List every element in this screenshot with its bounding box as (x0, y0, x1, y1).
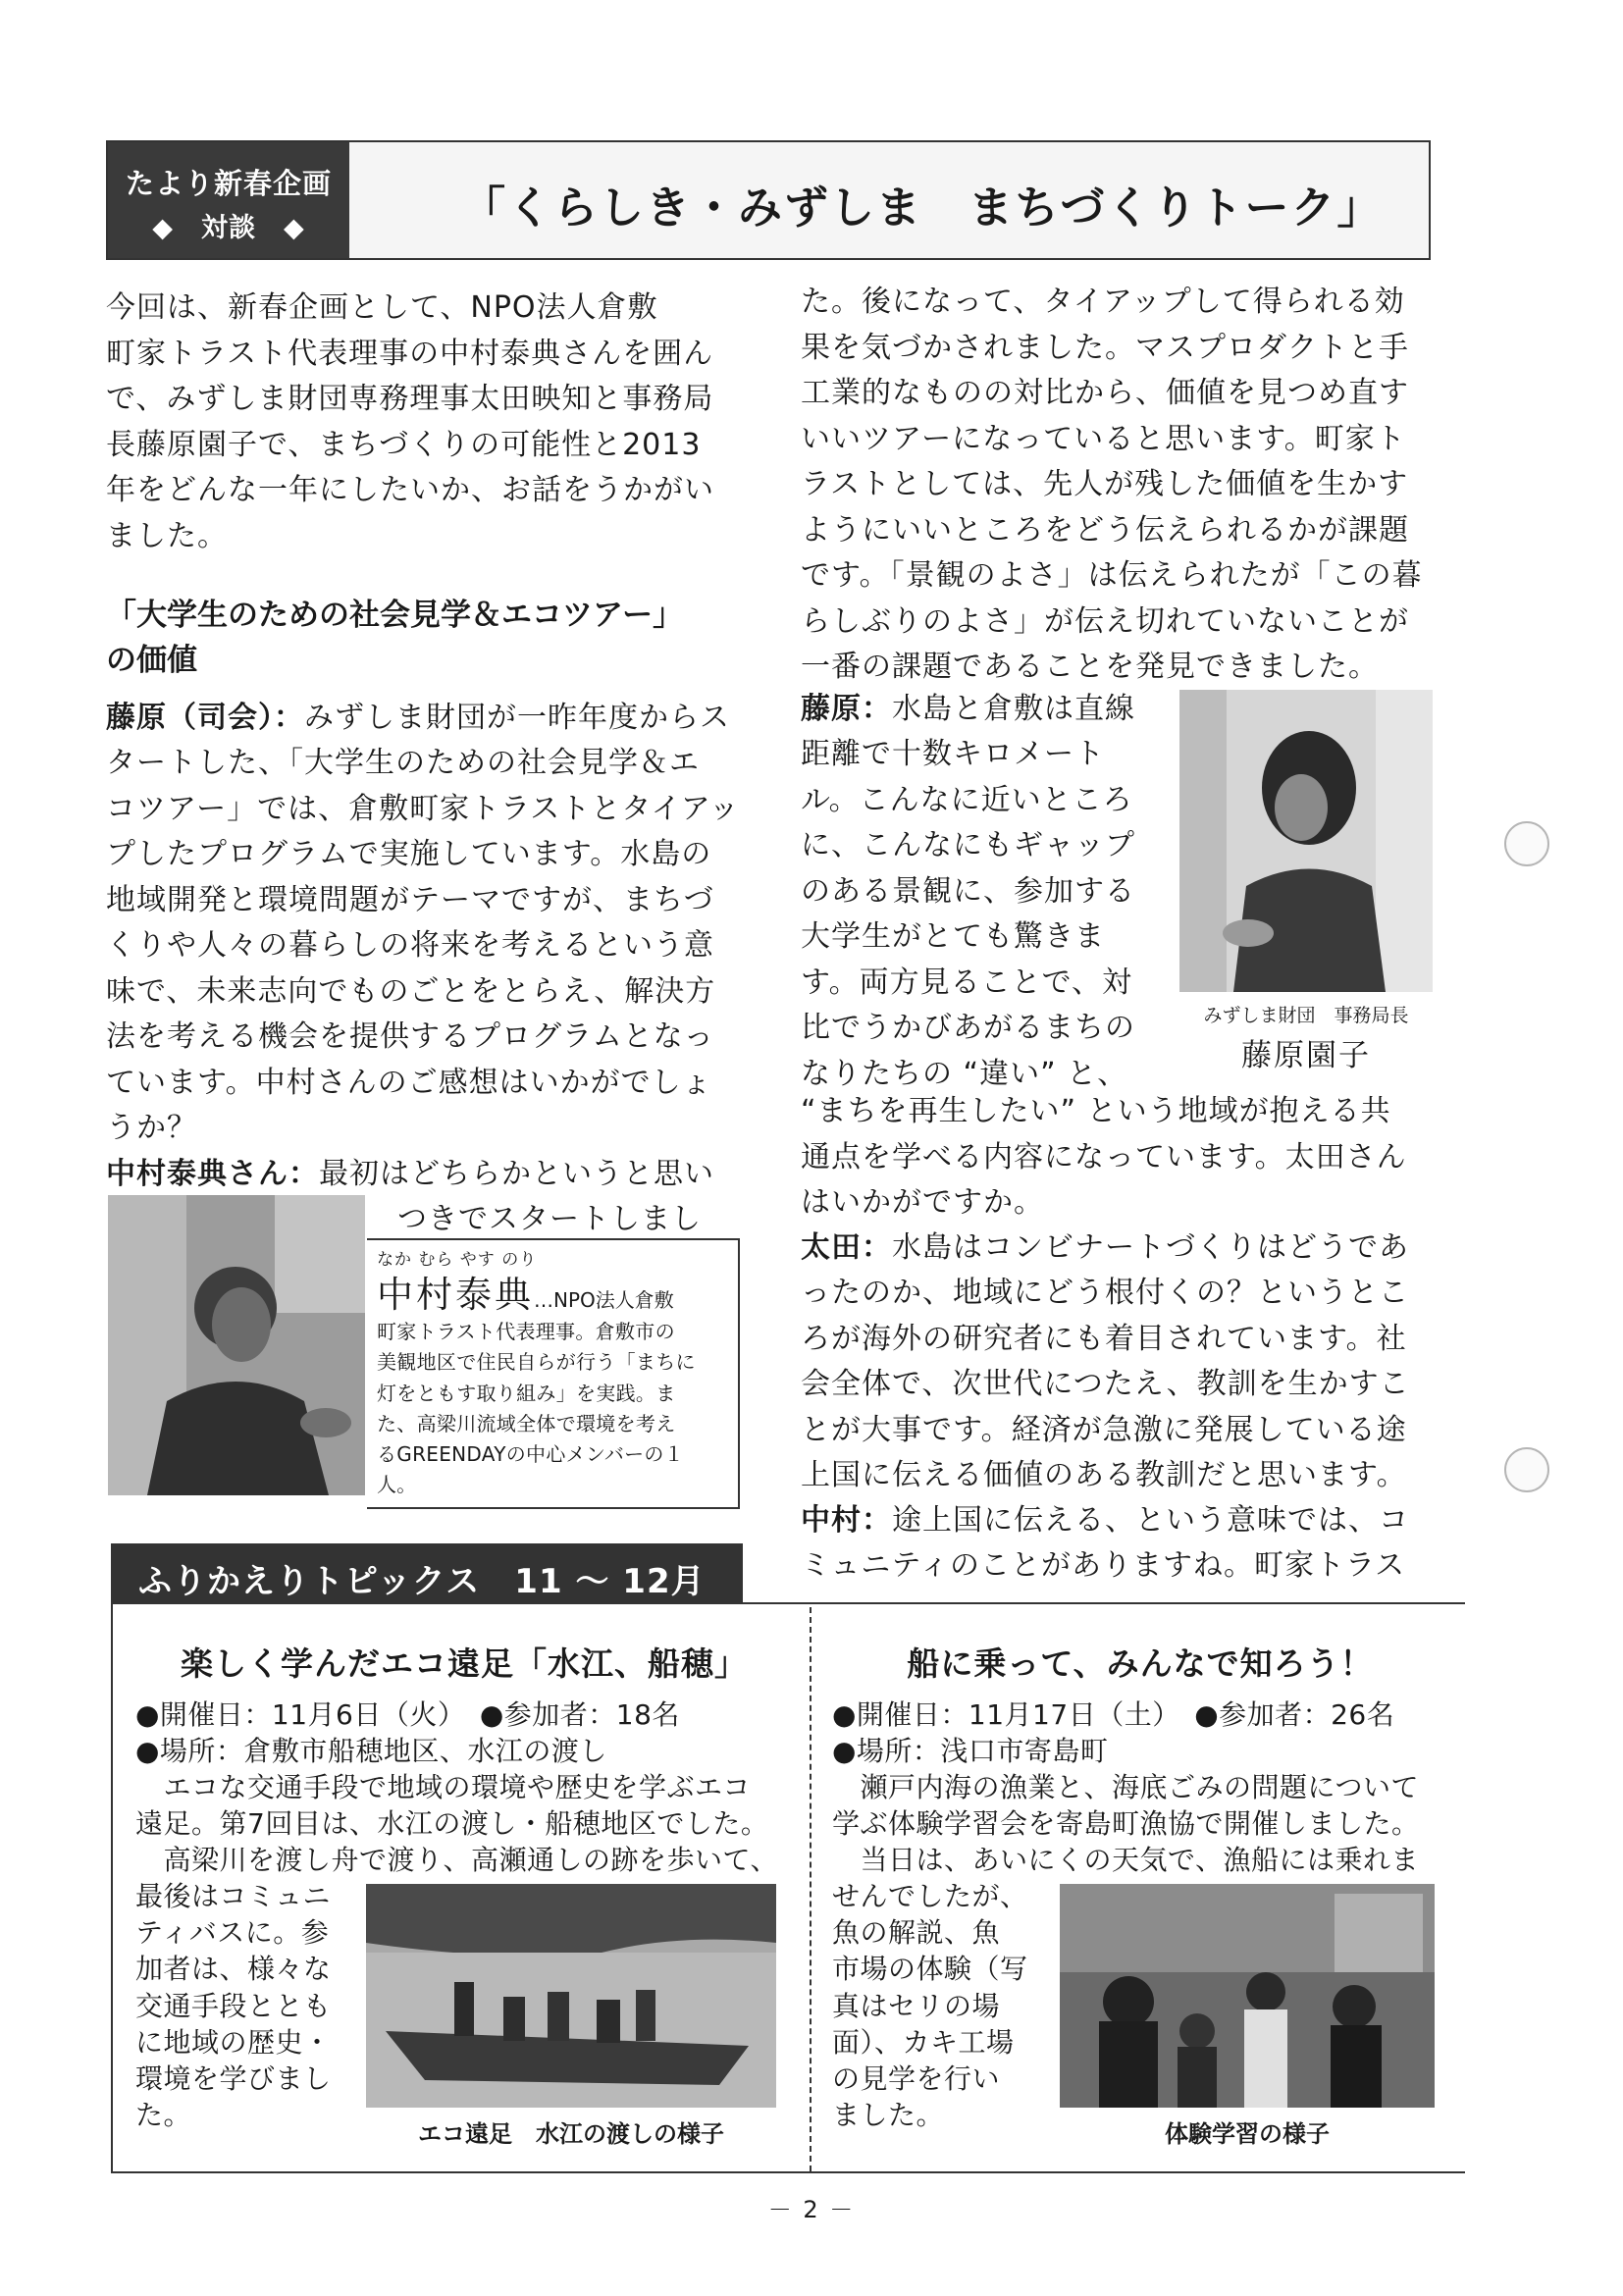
nakamura-photo-image (108, 1195, 365, 1495)
punch-hole-upper (1504, 821, 1549, 866)
topics-left-border (111, 1604, 113, 2173)
fujiwara2-line1-text: 水島と倉敷は直線 (892, 692, 1135, 726)
speaker-ota: 太田： (801, 1230, 892, 1265)
topic-left-place: ●場所：倉敷市船穂地区、水江の渡し (135, 1735, 607, 1767)
nakamura-line2: つきでスタートしまし (397, 1202, 702, 1236)
fujiwara-line1-text: みずしま財団が一昨年度からス (304, 701, 730, 735)
topic-right-place: ●場所：浅口市寄島町 (832, 1735, 1109, 1767)
section-label-line1: たより新春企画 (125, 167, 332, 200)
ota-line1-text: 水島はコンビナートづくりはどうであ (892, 1230, 1409, 1265)
nakamura-profile (367, 1238, 740, 1509)
punch-hole-lower (1504, 1447, 1549, 1492)
topic-left-photo-image (366, 1884, 776, 2108)
fujiwara-caption-org: みずしま財団 事務局長 (1203, 1005, 1409, 1026)
profile-furigana: なか むら やす のり (377, 1250, 538, 1270)
fujiwara2-statement: 距離で十数キロメート ル。こんなに近いところ に、こんなにもギャップ のある景観に、参加する 大学生がとても驚きま す。両方見ることで、対 比でうかびあがるまちの なりたちの “違い” と、 (801, 737, 1135, 1091)
topics-top-rule (743, 1602, 1465, 1604)
section-label-line2: ◆ 対談 ◆ (152, 213, 305, 243)
speaker-nakamura: 中村泰典さん： (106, 1157, 319, 1191)
section-label (108, 142, 349, 258)
topic-left-body: エコな交通手段で地域の環境や歴史を学ぶエコ 遠足。第7回目は、水江の渡し・船穂地区でした。 高梁川を渡し舟で渡り、高瀬通しの跡を歩いて、 (135, 1771, 778, 1877)
topic-right-title: 船に乗って、みんなで知ろう！ (907, 1644, 1374, 1683)
topics-divider (810, 1607, 812, 2171)
ota-line1 (801, 1226, 1409, 1272)
topics-banner-title: ふりかえりトピックス 11 ～ 12月 (138, 1562, 706, 1601)
topic-left-title: 楽しく学んだエコ遠足「水江、船穂」 (181, 1644, 748, 1683)
topic-left-date: ●開催日：11月6日（火） ●参加者：18名 (135, 1698, 680, 1731)
ota-statement: ったのか、地域にどう根付くの？というとこ ろが海外の研究者にも着目されています。社 会全体で、次世代につたえ、教訓を生かすこ とが大事です。経済が急激に発展している途 上国に伝える価値のある教訓だと思います。 (801, 1276, 1410, 1492)
fujiwara-caption-name: 藤原園子 (1241, 1038, 1371, 1073)
topics-banner (111, 1543, 743, 1604)
article-title: 「くらしき・みずしま まちづくりトーク」 (461, 182, 1384, 234)
profile-name: 中村泰典 (377, 1274, 534, 1316)
topics-bottom-rule (111, 2171, 1465, 2173)
topic-right-wrap: せんでしたが、 魚の解説、魚 市場の体験（写 真はセリの場 面）、カキ工場 の見学を行い ました。 (832, 1880, 1028, 2132)
topic-right-date: ●開催日：11月17日（土） ●参加者：26名 (832, 1698, 1395, 1731)
article-header (106, 140, 1431, 260)
topic-left-wrap: 最後はコミュニ ティバスに。参 加者は、様々な 交通手段ととも に地域の歴史・ 環境を学びまし た。 (135, 1880, 332, 2132)
speaker-fujiwara: 藤原（司会）： (106, 701, 304, 735)
speaker-fujiwara-2: 藤原： (801, 692, 892, 726)
nakamura2-line1-text: 途上国に伝える、という意味では、コ (892, 1503, 1409, 1538)
speaker-nakamura-2: 中村： (801, 1503, 892, 1538)
topic-right-caption: 体験学習の様子 (1165, 2120, 1330, 2148)
fujiwara2-line1 (801, 687, 1135, 733)
nakamura-line1 (106, 1152, 773, 1198)
nakamura-photo (108, 1195, 365, 1495)
fujiwara-photo (1179, 690, 1433, 992)
fujiwara-line1 (106, 696, 773, 742)
topic-right-photo-image (1060, 1884, 1435, 2108)
fujiwara2-continued: “まちを再生したい” という地域が抱える共 通点を学べる内容になっています。太田さん はいかがですか。 (801, 1094, 1407, 1220)
profile-body: 町家トラスト代表理事。倉敷市の 美観地区で住民自らが行う「まちに 灯をともす取り組み」を実践。ま た、高梁川流域全体で環境を考え るGREENDAYの中心メンバーの１ 人。 (377, 1320, 696, 1497)
topic-left-photo (366, 1884, 776, 2108)
column2-top: た。後になって、タイアップして得られる効 果を気づかされました。マスプロダクトと手 工業的なものの対比から、価値を見つめ直す いいツアーになっていると思います。町家ト ラストとしては、先人が残した価値を生かす ようにいいところをどう伝えられるかが課題 です。「景観のよさ」は伝えられたが「この暮 らしぶりのよさ」が伝え切れていないことが 一番の課題であることを発見できました。 (801, 285, 1423, 684)
nakamura-line1-text: 最初はどちらかというと思い (319, 1157, 714, 1191)
intro-paragraph: 今回は、新春企画として、NPO法人倉敷 町家トラスト代表理事の中村泰典さんを囲ん で、みずしま財団専務理事太田映知と事務局 長藤原園子で、まちづくりの可能性と2013 年をどんな一年にしたいか、お話をうかがい ました。 (106, 290, 714, 553)
profile-first-line: …NPO法人倉敷 (534, 1288, 674, 1312)
fujiwara-photo-image (1179, 690, 1433, 992)
topic-right-body: 瀬戸内海の漁業と、海底ごみの問題について 学ぶ体験学習会を寄島町漁協で開催しました。 当日は、あいにくの天気で、漁船には乗れま (832, 1771, 1420, 1877)
profile-heading (377, 1265, 674, 1318)
page-number: － 2 － (767, 2196, 856, 2223)
fujiwara-statement: タートした、「大学生のための社会見学＆エ コツアー」では、倉敷町家トラストとタイアッ プしたプログラムで実施しています。水島の 地域開発と環境問題がテーマですが、まちづ くりや人々の暮らしの将来を考えるという意 味で、未来志向でものごとをとらえ、解決方 法を考える機会を提供するプログラムとなっ ています。中村さんのご感想はいかがでしょ うか？ (106, 746, 740, 1145)
topic-right-photo (1060, 1884, 1435, 2108)
nakamura2-statement: ミュニティのことがありますね。町家トラス (801, 1548, 1406, 1583)
topic-left-caption: エコ遠足 水江の渡しの様子 (418, 2120, 724, 2148)
nakamura2-line1 (801, 1498, 1409, 1544)
section-heading: 「大学生のための社会見学＆エコツアー」 の価値 (106, 598, 684, 678)
